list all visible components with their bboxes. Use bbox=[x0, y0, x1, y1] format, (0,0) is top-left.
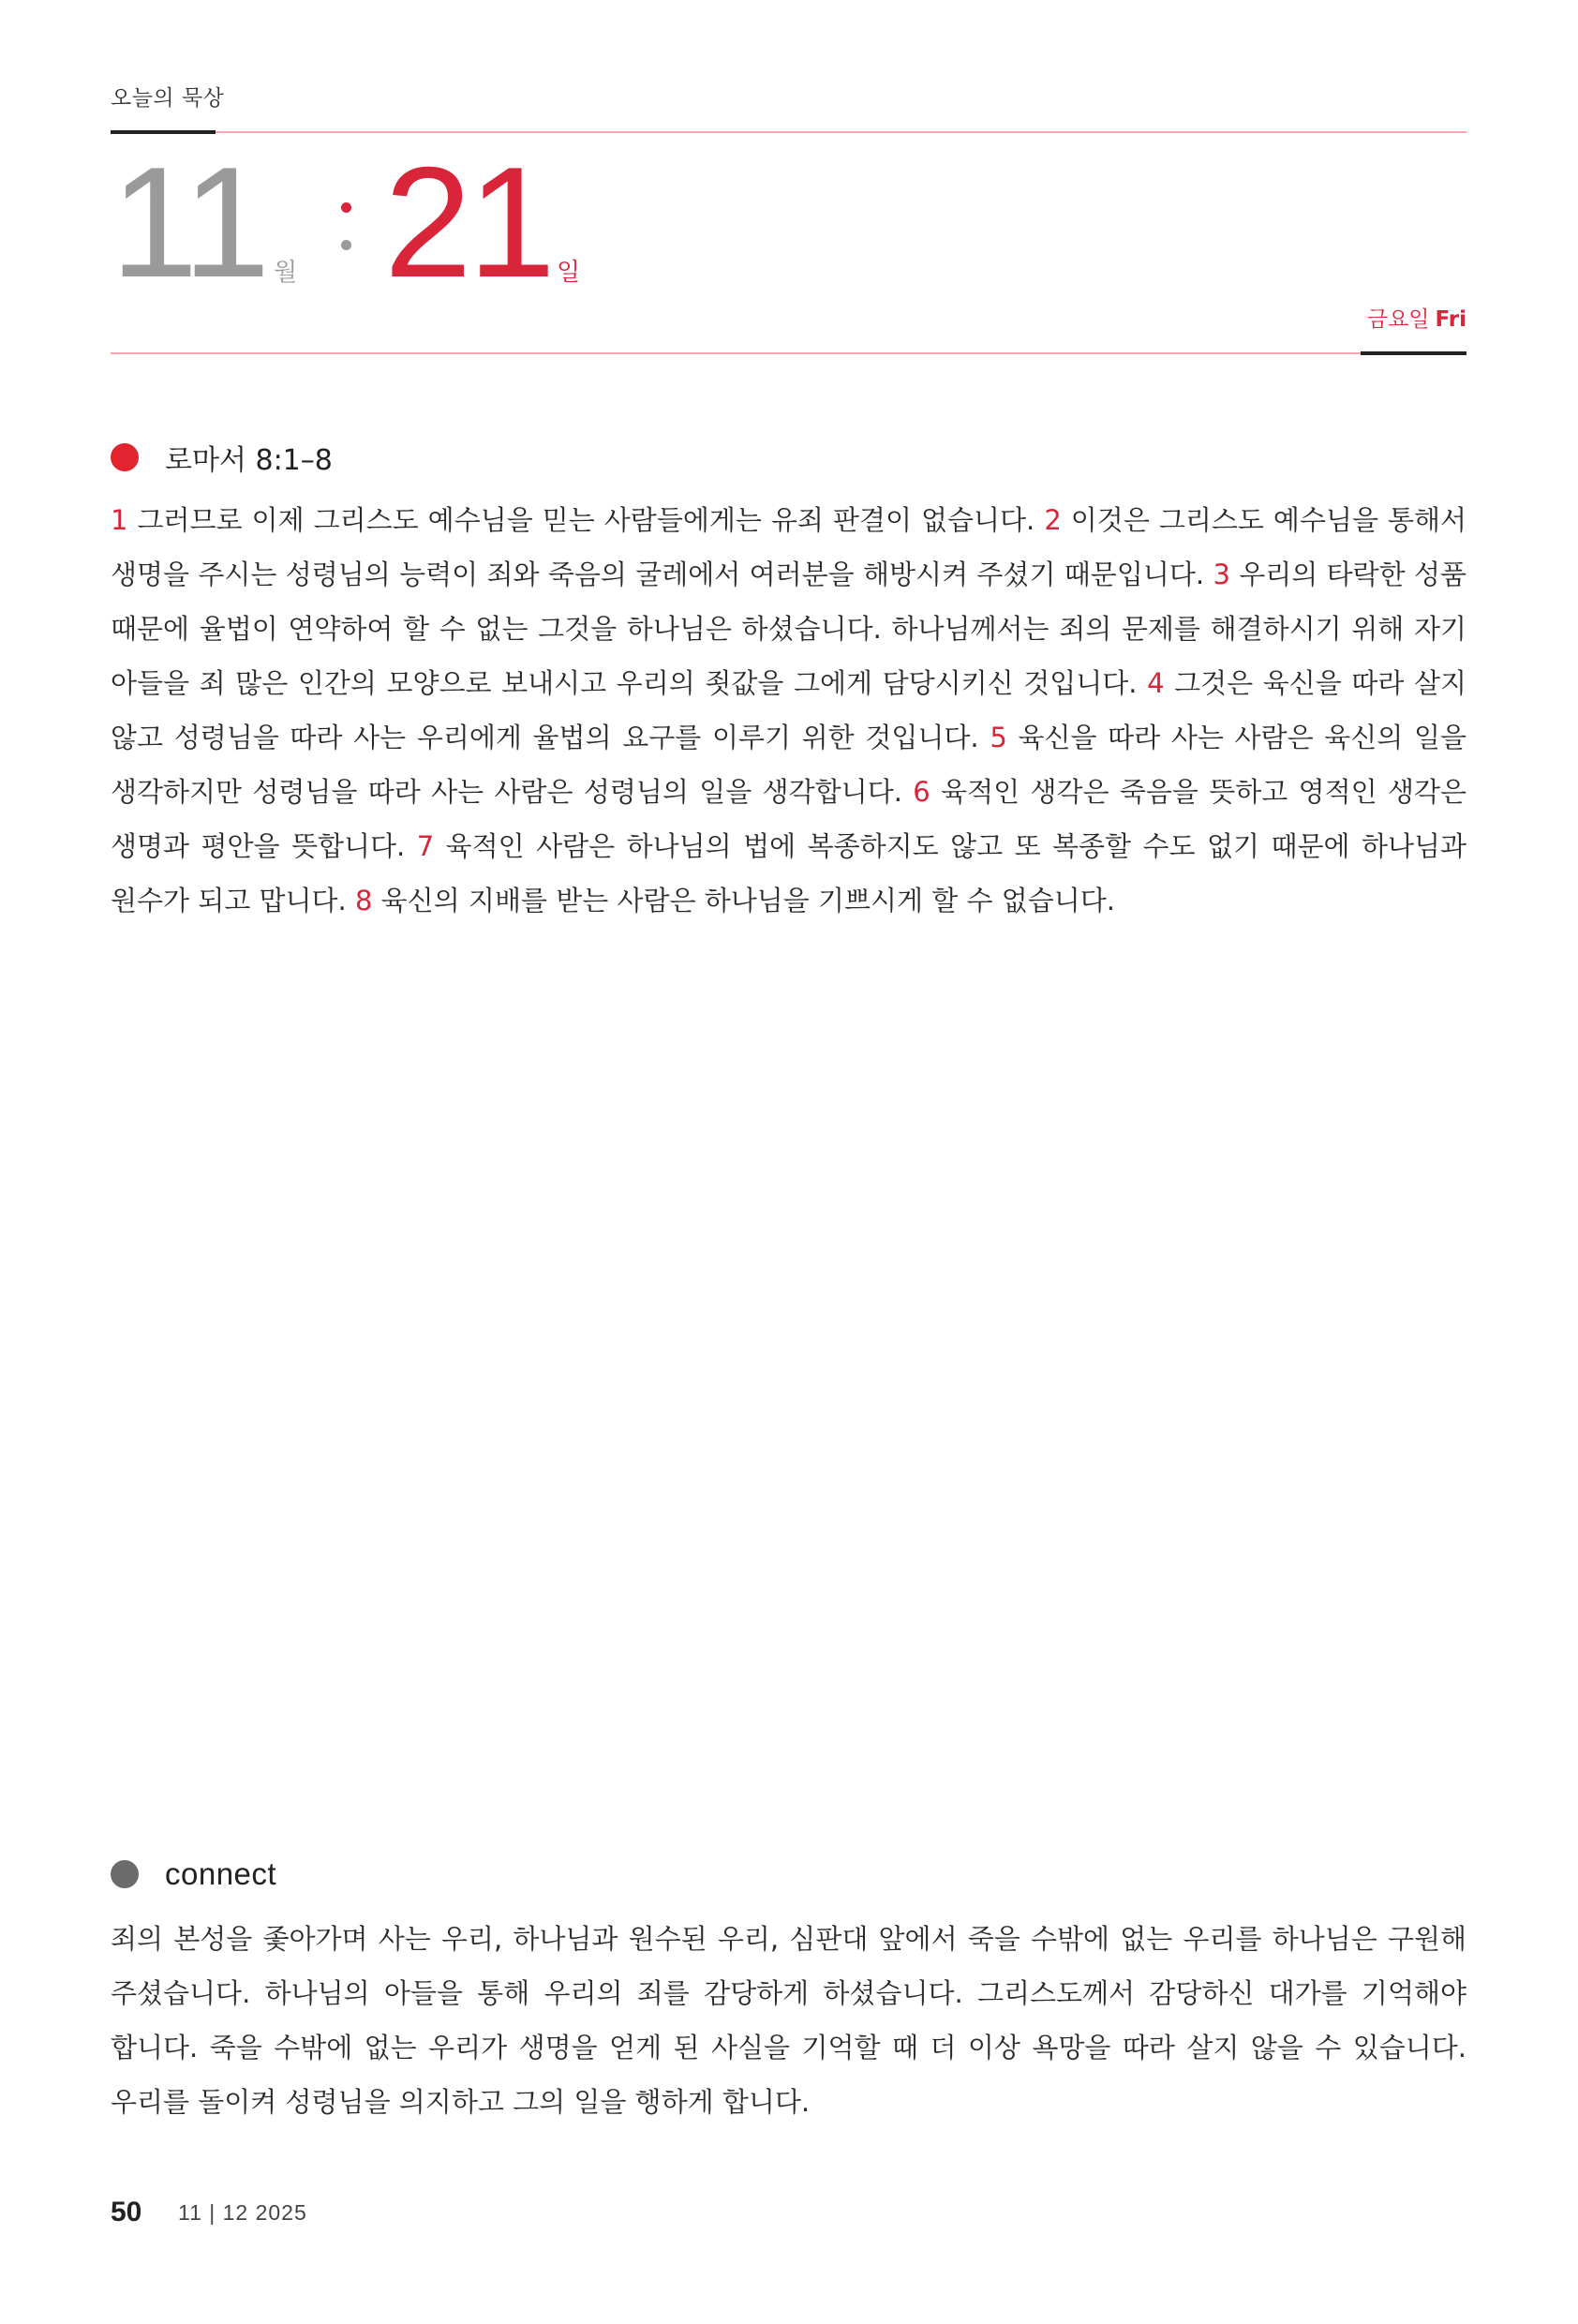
verse-text: 육적인 생각은 죽음을 뜻하고 영적인 생각은 생명과 평안을 뜻합니다. bbox=[111, 776, 1466, 862]
verse-number: 6 bbox=[913, 776, 930, 808]
verse-number: 5 bbox=[990, 722, 1007, 753]
weekday bbox=[1367, 302, 1466, 333]
weekday-korean: 금요일 bbox=[1366, 307, 1430, 332]
section-label: 오늘의 묵상 bbox=[111, 86, 225, 111]
red-bullet-icon bbox=[111, 443, 139, 471]
verse-text: 우리의 타락한 성품 때문에 율법이 연약하여 할 수 없는 그것을 하나님은 하셨습니다. 하나님께서는 죄의 문제를 해결하시기 위해 자기 아들을 죄 많은 인간의 모양으로 보내시고 우리의 죗값을 그에게 담당시키신 것입니다. bbox=[111, 559, 1467, 699]
header-rule bbox=[111, 131, 1466, 133]
verse-number: 8 bbox=[355, 885, 373, 916]
date-rule-accent bbox=[1361, 351, 1466, 355]
gray-bullet-icon bbox=[111, 1860, 139, 1888]
connect-title: connect bbox=[165, 1856, 277, 1891]
issue-label: 11 | 12 2025 bbox=[178, 2200, 307, 2225]
date-day: 21 bbox=[384, 134, 552, 310]
verse-number: 2 bbox=[1044, 504, 1062, 536]
date-day-unit: 일 bbox=[557, 259, 581, 287]
verse-text: 그러므로 이제 그리스도 예수님을 믿는 사람들에게는 유죄 판결이 없습니다. bbox=[137, 504, 1035, 536]
verse-text: 그것은 육신을 따라 살지 않고 성령님을 따라 사는 우리에게 율법의 요구를 이루기 위한 것입니다. bbox=[111, 667, 1467, 753]
verse-text: 육적인 사람은 하나님의 법에 복종하지도 않고 또 복종할 수도 없기 때문에 하나님과 원수가 되고 맙니다. bbox=[111, 830, 1467, 916]
date-month-unit: 월 bbox=[274, 259, 298, 287]
scripture-text bbox=[111, 493, 1466, 928]
connect-heading bbox=[111, 1856, 276, 1892]
verse-number: 3 bbox=[1213, 559, 1230, 590]
date-rule bbox=[111, 352, 1466, 354]
connect-text: 죄의 본성을 좇아가며 사는 우리, 하나님과 원수된 우리, 심판대 앞에서 죽을 수밖에 없는 우리를 하나님은 구원해 주셨습니다. 하나님의 아들을 통해 우리의 죄를 감당하게 하셨습니다. 그리스도께서 감당하신 대가를 기억해야 합니다. 죽을 수밖에 없는 우리가 생명을 얻게 된 사실을 기억할 때 더 이상 욕망을 따라 살지 않을 수 있습니다. 우리를 돌이켜 성령님을 의지하고 그의 일을 행하게 합니다. bbox=[111, 1923, 1466, 2118]
weekday-english: Fri bbox=[1435, 307, 1466, 332]
separator-dot-red bbox=[341, 202, 351, 213]
scripture-heading bbox=[111, 437, 333, 478]
date-separator-icon bbox=[341, 202, 352, 259]
verse-text: 이것은 그리스도 예수님을 통해서 생명을 주시는 성령님의 능력이 죄와 죽음의 굴레에서 여러분을 해방시켜 주셨기 때문입니다. bbox=[111, 504, 1467, 590]
verse-number: 7 bbox=[416, 830, 435, 862]
date-month: 11 bbox=[111, 134, 267, 310]
verse-number: 1 bbox=[111, 504, 128, 536]
verse-text: 육신을 따라 사는 사람은 육신의 일을 생각하지만 성령님을 따라 사는 사람은 성령님의 일을 생각합니다. bbox=[111, 722, 1467, 808]
scripture-reference: 로마서 8:1–8 bbox=[165, 444, 333, 477]
verse-number: 4 bbox=[1147, 667, 1165, 699]
separator-dot-gray bbox=[341, 240, 351, 250]
page-number: 50 bbox=[111, 2197, 142, 2227]
verse-text: 육신의 지배를 받는 사람은 하나님을 기쁘시게 할 수 없습니다. bbox=[380, 885, 1115, 916]
